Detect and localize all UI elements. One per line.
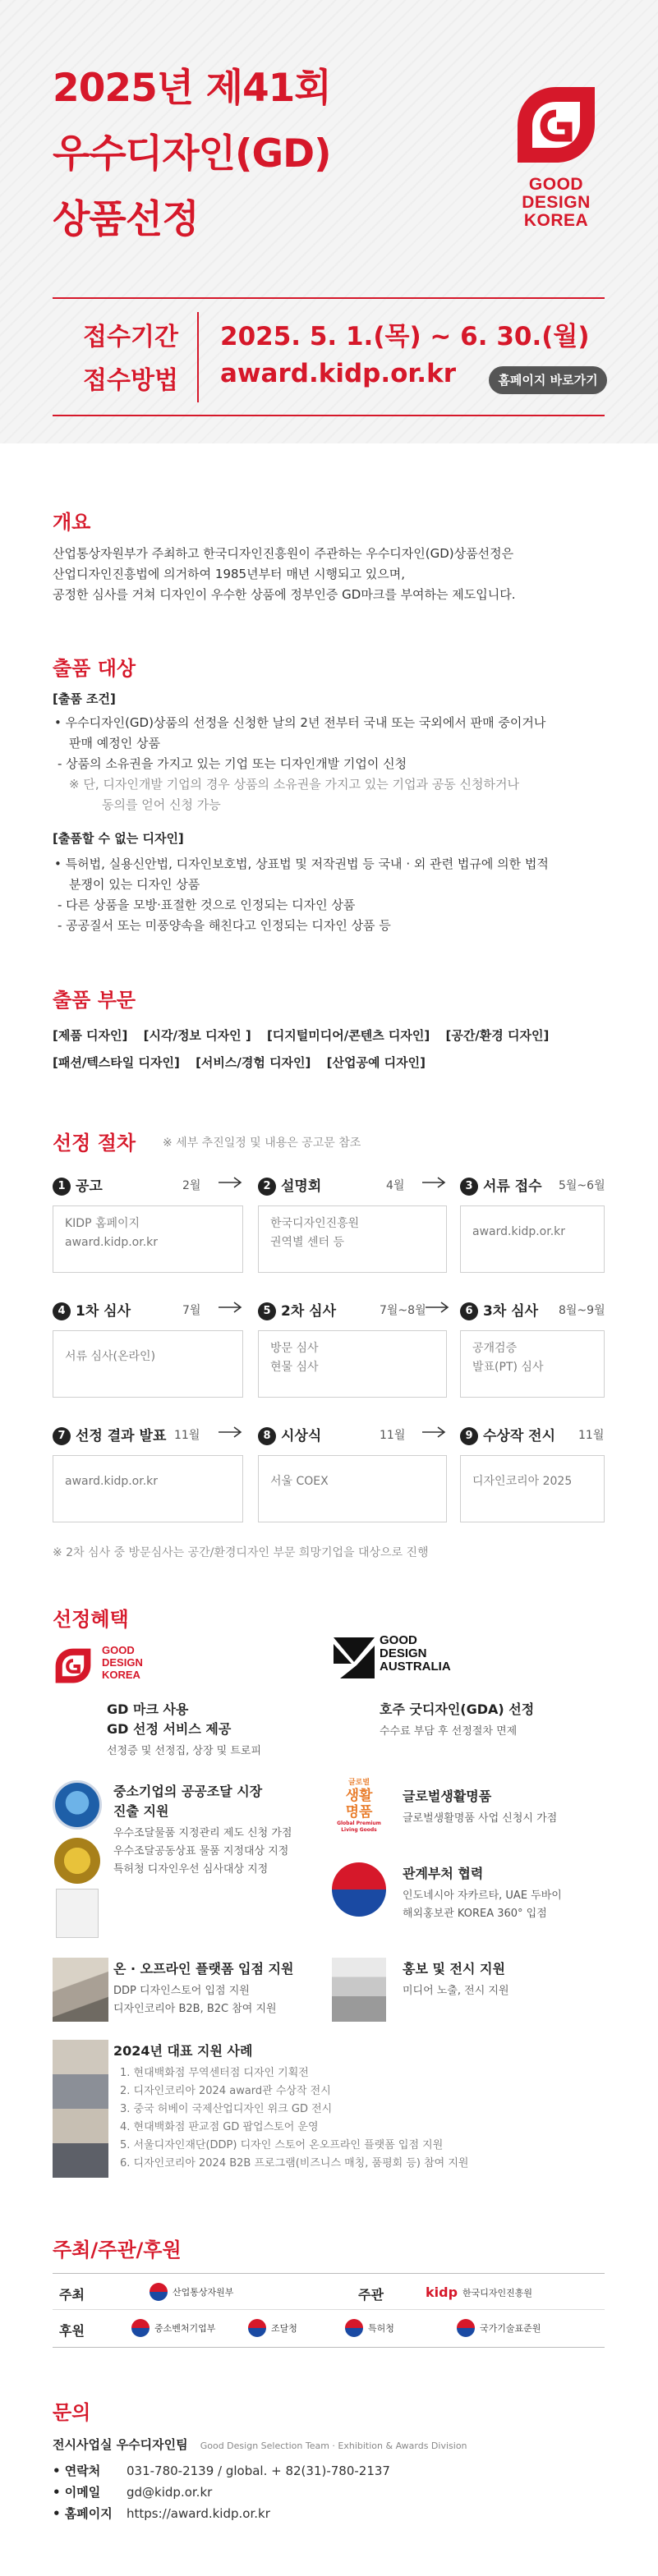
logo-word: 명품 bbox=[345, 1804, 373, 1821]
condition-line: • 우수디자인(GD)상품의 선정을 신청한 날의 2년 전부터 국내 또는 국외에서 판매 중이거나 bbox=[54, 715, 546, 730]
condition-line: 판매 예정인 상품 bbox=[69, 736, 160, 751]
contact-title: 문의 bbox=[53, 2401, 91, 2424]
overview-title: 개요 bbox=[53, 511, 91, 534]
step-1-box bbox=[53, 1205, 243, 1273]
step-5-box bbox=[258, 1330, 447, 1398]
step-9-title bbox=[460, 1424, 555, 1445]
step-number: 4 bbox=[53, 1302, 71, 1320]
step-number: 2 bbox=[258, 1178, 276, 1196]
category-item: [공간/환경 디자인] bbox=[445, 1028, 550, 1043]
category-item: [산업공예 디자인] bbox=[326, 1055, 426, 1070]
patent-seal-icon bbox=[54, 1838, 100, 1884]
procurement-seal-icon bbox=[53, 1780, 102, 1830]
step-3-box bbox=[460, 1205, 605, 1273]
public-sub: 우수조달공동상표 물품 지정대상 지정 bbox=[113, 1845, 289, 1857]
government-logo-icon bbox=[457, 2319, 475, 2337]
promo-sub: 미디어 노출, 전시 지원 bbox=[403, 1985, 509, 1997]
step-2-date: 4월 bbox=[386, 1179, 405, 1192]
host-name: 산업통상자원부 bbox=[173, 2287, 234, 2298]
gda-sub: 수수료 부담 후 선정절차 면제 bbox=[380, 1725, 518, 1738]
sponsor-logo bbox=[131, 2319, 215, 2337]
step-item: award.kidp.or.kr bbox=[472, 1225, 566, 1238]
step-name: 설명회 bbox=[281, 1178, 322, 1195]
phone-value: 031-780-2139 / global. + 82(31)-780-2137 bbox=[127, 2464, 390, 2478]
organizer-label: 주관 bbox=[358, 2287, 384, 2303]
case-item: 3. 중국 허베이 국제산업디자인 위크 GD 전시 bbox=[120, 2103, 333, 2115]
step-number: 1 bbox=[53, 1178, 71, 1196]
sponsor-logo bbox=[457, 2319, 541, 2337]
step-7-date: 11월 bbox=[174, 1429, 200, 1442]
gd-service-sub: 선정증 및 선정집, 상장 및 트로피 bbox=[107, 1745, 262, 1757]
step-item: 권역별 센터 등 bbox=[270, 1236, 345, 1249]
organizers-title: 주최/주관/후원 bbox=[53, 2239, 182, 2261]
host-logo bbox=[150, 2283, 233, 2301]
step-item: 방문 심사 bbox=[270, 1342, 319, 1355]
promo-title: 홍보 및 전시 지원 bbox=[403, 1961, 505, 1977]
step-3-date: 5월~6월 bbox=[559, 1179, 605, 1192]
logo-text-good: GOOD bbox=[528, 175, 584, 194]
organizers-divider-mid bbox=[53, 2309, 605, 2310]
arrow-right-icon bbox=[219, 1176, 243, 1189]
step-4-box bbox=[53, 1330, 243, 1398]
method-label: 접수방법 bbox=[83, 366, 178, 395]
step-5-title bbox=[258, 1299, 336, 1320]
period-label: 접수기간 bbox=[83, 323, 178, 351]
step-2-box bbox=[258, 1205, 447, 1273]
step-name: 1차 심사 bbox=[76, 1303, 131, 1320]
arrow-right-icon bbox=[219, 1301, 243, 1314]
exclusion-line: • 특허법, 실용신안법, 디자인보호법, 상표법 및 저작권법 등 국내 · 외 관련 법규에 의한 법적 bbox=[54, 856, 549, 871]
step-item: 공개검증 bbox=[472, 1342, 518, 1355]
info-divider bbox=[197, 312, 199, 402]
logo-word: AUSTRALIA bbox=[380, 1660, 451, 1674]
sponsor-name: 특허청 bbox=[368, 2323, 394, 2334]
partner-sub: 인도네시아 자카르타, UAE 두바이 bbox=[403, 1890, 562, 1902]
exclusion-line: 분쟁이 있는 디자인 상품 bbox=[69, 877, 200, 892]
step-1-date: 2월 bbox=[182, 1179, 201, 1192]
step-name: 공고 bbox=[76, 1178, 103, 1195]
government-logo-icon bbox=[131, 2319, 150, 2337]
exclusion-line: - 다른 상품을 모방·표절한 것으로 인정되는 디자인 상품 bbox=[58, 898, 356, 912]
step-item: 현물 심사 bbox=[270, 1361, 319, 1374]
step-item: 디자인코리아 2025 bbox=[472, 1475, 573, 1488]
case-item: 6. 디자인코리아 2024 B2B 프로그램(비즈니스 매칭, 품평회 등) 참여 지원 bbox=[120, 2157, 469, 2170]
page-title-line-1: 2025년 제41회 bbox=[53, 66, 331, 111]
step-item: 한국디자인진흥원 bbox=[270, 1217, 360, 1230]
contact-email bbox=[53, 2482, 212, 2503]
step-6-title bbox=[460, 1299, 538, 1320]
logo-text-korea: KOREA bbox=[523, 211, 589, 230]
email-link[interactable]: gd@kidp.or.kr bbox=[127, 2485, 213, 2500]
organizer-name: 한국디자인진흥원 bbox=[462, 2287, 533, 2298]
gd-logo-wordmark bbox=[102, 1644, 143, 1681]
step-name: 수상작 전시 bbox=[483, 1428, 556, 1444]
step-6-date: 8월~9월 bbox=[559, 1304, 605, 1317]
method-value[interactable]: award.kidp.or.kr bbox=[220, 359, 456, 388]
arrow-right-icon bbox=[219, 1426, 243, 1439]
overview-line: 산업디자인진흥법에 의거하여 1985년부터 매년 시행되고 있으며, bbox=[53, 567, 406, 581]
contact-team bbox=[53, 2436, 467, 2453]
step-number: 7 bbox=[53, 1427, 71, 1445]
phone-label: • 연락처 bbox=[53, 2464, 101, 2478]
page-title-line-3: 상품선정 bbox=[53, 197, 199, 242]
sponsor-label: 후원 bbox=[59, 2323, 85, 2339]
arrow-right-icon bbox=[426, 1301, 450, 1314]
step-name: 시상식 bbox=[281, 1428, 322, 1444]
case-item: 2. 디자인코리아 2024 award관 수상작 전시 bbox=[120, 2085, 331, 2097]
public-title-1: 중소기업의 공공조달 시장 bbox=[113, 1784, 263, 1799]
header-divider-bottom bbox=[53, 415, 605, 416]
overview-line: 공정한 심사를 거쳐 디자인이 우수한 상품에 정부인증 GD마크를 부여하는 제도입니다. bbox=[53, 587, 516, 602]
categories-title: 출품 부문 bbox=[53, 989, 136, 1012]
logo-word: DESIGN bbox=[380, 1646, 427, 1660]
government-logo-icon bbox=[248, 2319, 266, 2337]
step-4-title bbox=[53, 1299, 131, 1320]
exclusions-heading: [출품할 수 없는 디자인] bbox=[53, 831, 184, 846]
categories-row-2 bbox=[53, 1054, 437, 1071]
step-3-title bbox=[460, 1174, 542, 1196]
overview-text bbox=[53, 544, 611, 605]
platform-title: 온 · 오프라인 플랫폼 입점 지원 bbox=[113, 1961, 294, 1977]
kidp-logo-icon: kidp bbox=[426, 2284, 458, 2300]
case-item: 5. 서울디자인재단(DDP) 디자인 스토어 온오프라인 플랫폼 입점 지원 bbox=[120, 2139, 444, 2151]
category-item: [패션/텍스타일 디자인] bbox=[53, 1055, 180, 1070]
government-logo-icon bbox=[150, 2283, 168, 2301]
step-item: 서류 심사(온라인) bbox=[65, 1350, 156, 1363]
global-premium-logo bbox=[332, 1779, 386, 1836]
contact-web bbox=[53, 2503, 270, 2524]
gd-service-title: GD 선정 서비스 제공 bbox=[107, 1721, 232, 1737]
arrow-right-icon bbox=[422, 1176, 447, 1189]
good-design-logo-icon bbox=[511, 80, 601, 171]
category-item: [서비스/경험 디자인] bbox=[196, 1055, 311, 1070]
logo-word: 생활 bbox=[345, 1788, 373, 1804]
sponsor-name: 조달청 bbox=[271, 2323, 297, 2334]
step-8-date: 11월 bbox=[380, 1429, 406, 1442]
logo-caption: Global Premium Living Goods bbox=[337, 1821, 381, 1833]
platform-sub: DDP 디자인스토어 입점 지원 bbox=[113, 1985, 250, 1997]
step-1-title bbox=[53, 1174, 103, 1196]
global-sub: 글로벌생활명품 사업 신청시 가점 bbox=[403, 1812, 558, 1825]
store-photo-image bbox=[53, 1958, 108, 2022]
step-4-date: 7월 bbox=[182, 1304, 201, 1317]
arrow-right-icon bbox=[422, 1426, 447, 1439]
process-title: 선정 절차 bbox=[53, 1132, 136, 1155]
step-7-title bbox=[53, 1424, 166, 1445]
gd-mark-title: GD 마크 사용 bbox=[107, 1701, 189, 1717]
condition-line: - 상품의 소유권을 가지고 있는 기업 또는 디자인개발 기업이 신청 bbox=[58, 756, 407, 771]
step-item: award.kidp.or.kr bbox=[65, 1475, 159, 1488]
organizers-divider-top bbox=[53, 2273, 605, 2274]
step-6-box bbox=[460, 1330, 605, 1398]
team-name-en: Good Design Selection Team · Exhibition & Awards Division bbox=[200, 2441, 467, 2451]
condition-note: ※ 단, 디자인개발 기업의 경우 상품의 소유권을 가지고 있는 기업과 공동 신청하거나 bbox=[69, 777, 519, 792]
team-name: 전시사업실 우수디자인팀 bbox=[53, 2437, 188, 2452]
category-item: [디지털미디어/콘텐츠 디자인] bbox=[266, 1028, 430, 1043]
logo-word: DESIGN bbox=[102, 1656, 143, 1669]
step-7-box bbox=[53, 1455, 243, 1522]
logo-word: GOOD bbox=[102, 1644, 135, 1656]
good-design-korea-logo-icon bbox=[53, 1646, 94, 1687]
period-value: 2025. 5. 1.(목) ~ 6. 30.(월) bbox=[220, 322, 590, 351]
gda-title: 호주 굿디자인(GDA) 선정 bbox=[380, 1701, 535, 1717]
step-name: 서류 접수 bbox=[483, 1178, 542, 1195]
step-8-title bbox=[258, 1424, 321, 1445]
step-2-title bbox=[258, 1174, 321, 1196]
header-divider-top bbox=[53, 297, 605, 299]
logo-text-design: DESIGN bbox=[522, 193, 591, 212]
categories-row-1 bbox=[53, 1026, 560, 1044]
step-name: 3차 심사 bbox=[483, 1303, 539, 1320]
step-5-date: 7월~8월 bbox=[380, 1304, 426, 1317]
email-label: • 이메일 bbox=[53, 2485, 101, 2500]
sponsor-logo bbox=[345, 2319, 394, 2337]
organizer-logo bbox=[426, 2284, 532, 2300]
conditions-heading: [출품 조건] bbox=[53, 691, 116, 706]
step-number: 9 bbox=[460, 1427, 478, 1445]
logo-word: KOREA bbox=[102, 1669, 140, 1681]
support-cases-photo-image bbox=[53, 2040, 108, 2178]
step-item: 발표(PT) 심사 bbox=[472, 1361, 544, 1374]
process-footnote: ※ 2차 심사 중 방문심사는 공간/환경디자인 부문 희망기업을 대상으로 진행 bbox=[53, 1546, 429, 1559]
public-sub: 우수조달물품 지정관리 제도 신청 가점 bbox=[113, 1827, 292, 1839]
step-number: 8 bbox=[258, 1427, 276, 1445]
step-8-box bbox=[258, 1455, 447, 1522]
cases-title: 2024년 대표 지원 사례 bbox=[113, 2043, 253, 2059]
category-item: [제품 디자인] bbox=[53, 1028, 128, 1043]
korea-government-logo-icon bbox=[332, 1862, 386, 1917]
web-link[interactable]: https://award.kidp.or.kr bbox=[127, 2506, 270, 2521]
sponsor-logo bbox=[248, 2319, 297, 2337]
logo-word: GOOD bbox=[380, 1633, 417, 1647]
web-label: • 홈페이지 bbox=[53, 2506, 113, 2521]
logo-word: 글로벌 bbox=[347, 1779, 370, 1787]
gda-logo-wordmark bbox=[380, 1634, 451, 1674]
step-9-box bbox=[460, 1455, 605, 1522]
page-title-line-2: 우수디자인(GD) bbox=[53, 131, 331, 177]
homepage-button[interactable]: 홈페이지 바로가기 bbox=[489, 366, 607, 394]
platform-sub: 디자인코리아 B2B, B2C 참여 지원 bbox=[113, 2003, 277, 2015]
certificate-image bbox=[56, 1889, 99, 1938]
exhibition-photo-image bbox=[332, 1958, 386, 2022]
public-title-2: 진출 지원 bbox=[113, 1803, 169, 1819]
organizers-divider-bottom bbox=[53, 2347, 605, 2348]
step-item: 서울 COEX bbox=[270, 1475, 329, 1488]
overview-line: 산업통상자원부가 주최하고 한국디자인진흥원이 주관하는 우수디자인(GD)상품선정은 bbox=[53, 546, 514, 561]
step-number: 3 bbox=[460, 1178, 478, 1196]
step-number: 6 bbox=[460, 1302, 478, 1320]
global-title: 글로벌생활명품 bbox=[403, 1789, 492, 1804]
condition-note: 동의를 얻어 신청 가능 bbox=[102, 797, 221, 812]
benefits-title: 선정혜택 bbox=[53, 1608, 129, 1631]
step-number: 5 bbox=[258, 1302, 276, 1320]
host-label: 주최 bbox=[59, 2287, 85, 2303]
eligibility-title: 출품 대상 bbox=[53, 657, 136, 680]
partner-sub: 해외홍보관 KOREA 360° 입점 bbox=[403, 1908, 547, 1920]
category-item: [시각/정보 디자인 ] bbox=[143, 1028, 251, 1043]
public-sub: 특허청 디자인우선 심사대상 지정 bbox=[113, 1863, 269, 1876]
step-name: 선정 결과 발표 bbox=[76, 1428, 167, 1444]
government-logo-icon bbox=[345, 2319, 363, 2337]
exclusion-line: - 공공질서 또는 미풍양속을 해친다고 인정되는 디자인 상품 등 bbox=[58, 918, 391, 933]
case-item: 4. 현대백화점 판교점 GD 팝업스토어 운영 bbox=[120, 2121, 319, 2133]
step-item: award.kidp.or.kr bbox=[65, 1236, 159, 1249]
process-note: ※ 세부 추진일정 및 내용은 공고문 참조 bbox=[163, 1136, 361, 1150]
step-9-date: 11월 bbox=[578, 1429, 605, 1442]
sponsor-name: 국가기술표준원 bbox=[480, 2323, 541, 2334]
sponsor-name: 중소벤처기업부 bbox=[154, 2323, 216, 2334]
partner-title: 관계부처 협력 bbox=[403, 1866, 484, 1881]
contact-phone bbox=[53, 2460, 390, 2482]
case-item: 1. 현대백화점 무역센터점 디자인 기획전 bbox=[120, 2067, 309, 2079]
good-design-australia-logo-icon bbox=[332, 1636, 376, 1680]
step-item: KIDP 홈페이지 bbox=[65, 1217, 140, 1230]
step-name: 2차 심사 bbox=[281, 1303, 337, 1320]
